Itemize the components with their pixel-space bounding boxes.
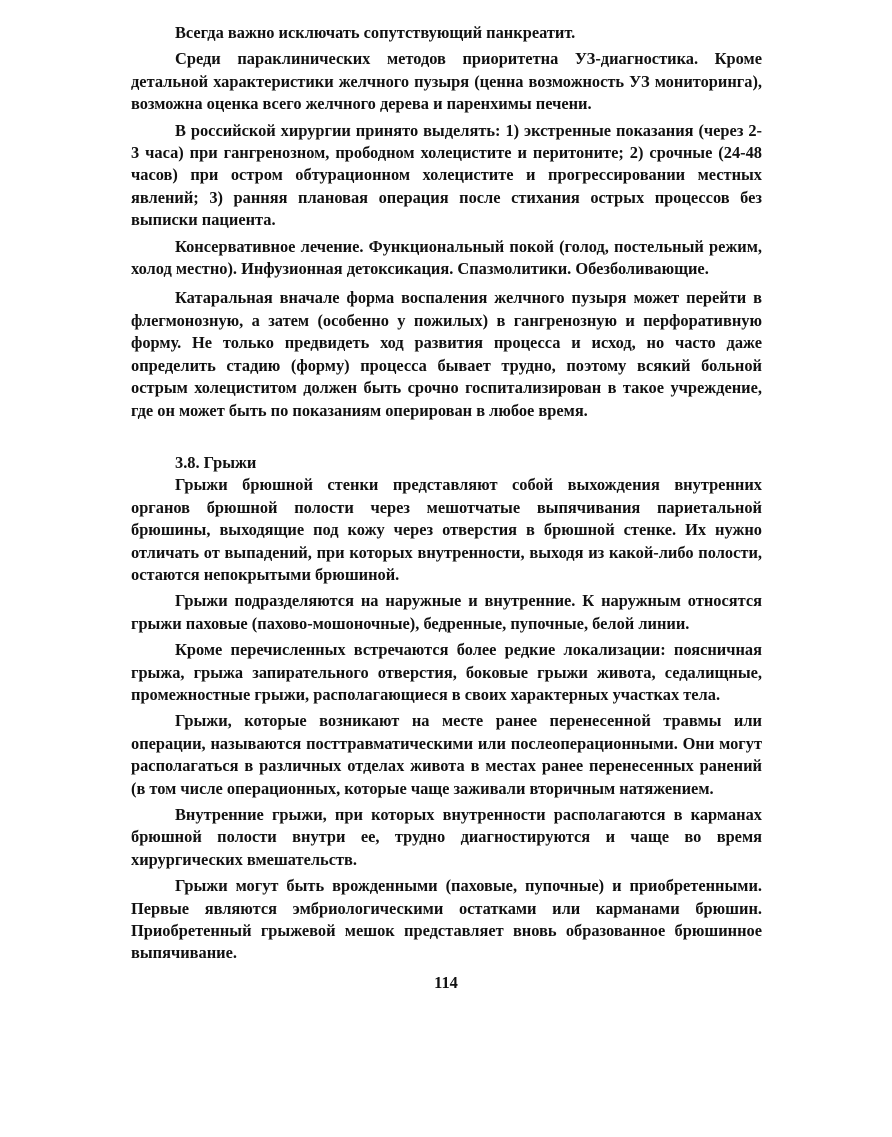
page-number: 114 <box>434 973 458 992</box>
paragraph: Грыжи подразделяются на наружные и внутренние. К наружным относятся грыжи паховые (пахово-мошоночные), бедренные, пупочные, белой линии. <box>131 591 762 633</box>
paragraph: Среди параклинических методов приоритетна УЗ-диагностика. Кроме детальной характеристики желчного пузыря (ценна возможность УЗ мониторинга), возможна оценка всего желчного дерева и паренхимы печени. <box>131 49 762 114</box>
paragraph: Грыжи, которые возникают на месте ранее перенесенной травмы или операции, называются посттравматическими или послеоперационными. Они могут располагаться в различных отделах живота в местах ранее перенесенных ранений (в том числе операционных, которые чаще заживали вторичным натяжением. <box>131 711 762 798</box>
paragraph: Катаральная вначале форма воспаления желчного пузыря может перейти в флегмонозную, а затем (особенно у пожилых) в гангренозную и перфоративную форму. Не только предвидеть ход развития процесса и исход, но часто даже определить стадию (форму) процесса бывает трудно, поэтому всякий больной острым холециститом должен быть срочно госпитализирован в такое учреждение, где он может быть по показаниям оперирован в любое время. <box>131 288 762 420</box>
paragraph: Консервативное лечение. Функциональный покой (голод, постельный режим, холод местно). Инфузионная детоксикация. Спазмолитики. Обезболивающие. <box>131 236 762 279</box>
paragraph: Всегда важно исключать сопутствующий панкреатит. <box>175 23 576 42</box>
paragraph: В российской хирургии принято выделять: 1) экстренные показания (через 2-3 часа) при гангренозном, прободном холецистите и перитоните; 2) срочные (24-48 часов) при остром обтурационном холецистите и прогрессировании местных явлений; 3) ранняя плановая операция после стихания острых процессов без выписки пациента. <box>131 120 762 230</box>
body-text <box>131 22 762 965</box>
paragraph: Грыжи брюшной стенки представляют собой выхождения внутренних органов брюшной полости через мешотчатые выпячивания париетальной брюшины, выходящие под кожу через отверстия в брюшной стенке. Их нужно отличать от выпадений, при которых внутренности, выходя из какой-либо полости, остаются непокрытыми брюшиной. <box>131 475 762 584</box>
paragraph: Внутренние грыжи, при которых внутренности располагаются в карманах брюшной полости внутри ее, трудно диагностируются и чаще во время хирургических вмешательств. <box>131 805 762 869</box>
paragraph: Кроме перечисленных встречаются более редкие локализации: поясничная грыжа, грыжа запирательного отверстия, боковые грыжи живота, седалищные, промежностные грыжи, располагающиеся в своих характерных участках тела. <box>131 640 762 704</box>
section-heading: 3.8. Грыжи <box>175 452 257 472</box>
paragraph: Грыжи могут быть врожденными (паховые, пупочные) и приобретенными. Первые являются эмбриологическими остатками или карманами брюшин. Приобретенный грыжевой мешок представляет вновь образованное брюшинное выпячивание. <box>131 876 762 963</box>
